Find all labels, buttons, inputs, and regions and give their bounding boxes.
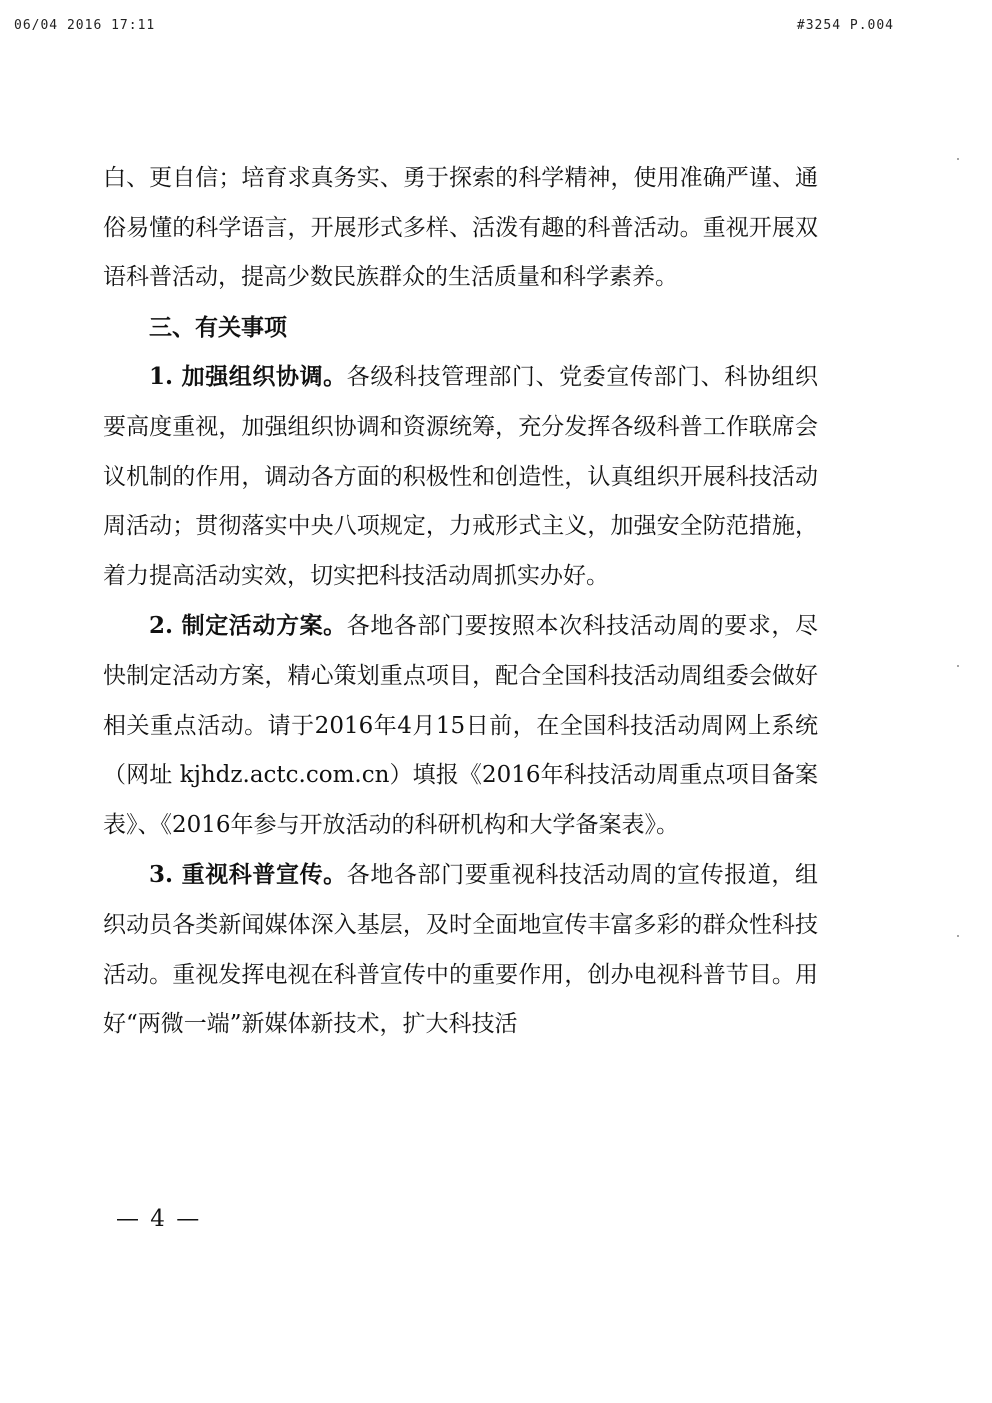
item-1-lead: 1. 加强组织协调。 [149, 363, 347, 391]
item-1-paragraph [103, 352, 818, 601]
item-1-text: 各级科技管理部门、党委宣传部门、科协组织要高度重视，加强组织协调和资源统筹，充分发挥各级科普工作联席会议机制的作用，调动各方面的积极性和创造性，认真组织开展科技活动周活动；贯彻落实中央八项规定，力戒形式主义，加强安全防范措施，着力提高活动实效，切实把科技活动周抓实办好。 [103, 364, 818, 589]
paragraph-continued: 白、更自信；培育求真务实、勇于探索的科学精神，使用准确严谨、通俗易懂的科学语言，开展形式多样、活泼有趣的科普活动。重视开展双语科普活动，提高少数民族群众的生活质量和科学素养。 [103, 165, 818, 291]
item-3-text: 各地各部门要重视科技活动周的宣传报道，组织动员各类新闻媒体深入基层，及时全面地宣传丰富多彩的群众性科技活动。重视发挥电视在科普宣传中的重要作用，创办电视科普节目。用好“两微一端”新媒体新技术，扩大科技活 [103, 862, 818, 1038]
scan-speck [957, 158, 959, 160]
item-3-paragraph [103, 850, 818, 1049]
fax-header [0, 18, 992, 40]
fax-page-code: #3254 P.004 [796, 18, 894, 33]
page-number: — 4 — [116, 1206, 202, 1232]
item-3-lead: 3. 重视科普宣传。 [149, 861, 347, 889]
item-2-lead: 2. 制定活动方案。 [149, 612, 347, 640]
item-2-paragraph [103, 601, 818, 850]
section-heading: 三、有关事项 [149, 313, 287, 341]
scan-speck [957, 935, 959, 937]
scan-speck [957, 665, 959, 667]
fax-datetime: 06/04 2016 17:11 [14, 18, 156, 33]
item-2-text: 各地各部门要按照本次科技活动周的要求，尽快制定活动方案，精心策划重点项目，配合全国科技活动周组委会做好相关重点活动。请于2016年4月15日前，在全国科技活动周网上系统（网址 kjhdz.actc.com.cn）填报《2016年科技活动周重点项目备案表》、《2016年参与开放活动的科研机构和大学备案表》。 [103, 613, 818, 838]
document-body [103, 154, 818, 1050]
